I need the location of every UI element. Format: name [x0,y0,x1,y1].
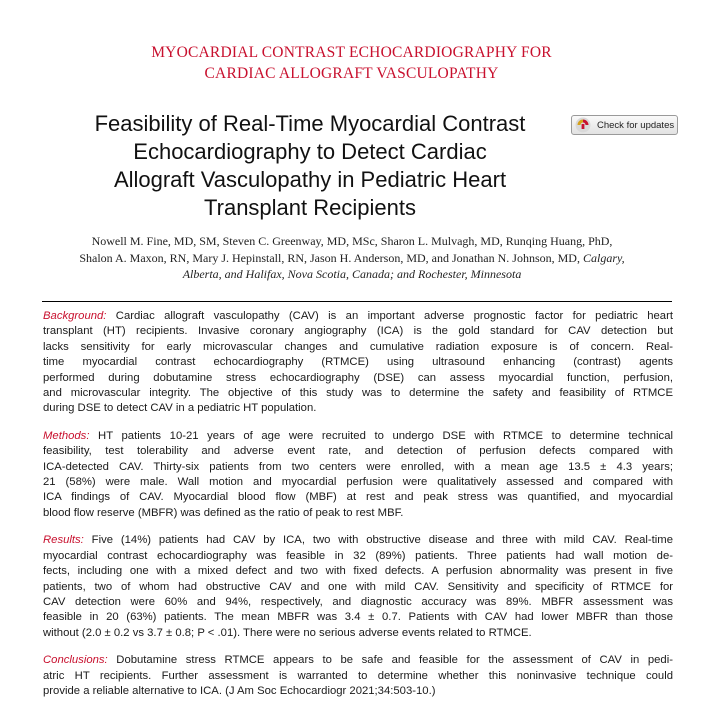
authors-line-2 [45,250,659,267]
abstract-conclusions [43,653,673,699]
abstract-line: fects, including one with a mixed defect and two with fixed defects. A perfusion abnormality was present in five [43,565,673,578]
abstract-line: ICA-detected CAV. Thirty-six patients from two centers were enrolled, with a mean age 13.5 ± 4.3 years; [43,460,673,473]
abstract-line: during DSE to detect CAV in a pediatric HT population. [43,402,317,415]
article-title [50,110,570,222]
abstract-line [43,429,673,444]
abstract-line: and microvascular integrity. The objective of this study was to determine the safety and feasibility of RTMCE [43,387,673,400]
article-title-line-4: Transplant Recipients [204,195,416,220]
background-heading: Background: [43,310,107,322]
abstract-divider [42,301,672,302]
abstract-line: feasibility, test tolerability and adverse event rate, and detection of perfusion defects compared with [43,445,673,458]
abstract-line: transplant (HT) recipients. Invasive coronary angiography (ICA) is the gold standard for CAV detection but [43,325,673,338]
abstract-line: feasible in 20 (63%) patients. The mean MBFR was 3.4 ± 0.7. Patients with CAV had lower MBFR than those [43,611,673,624]
conclusions-text: Dobutamine stress RTMCE appears to be safe and feasible for the assessment of CAV in pedi- [107,654,673,667]
abstract-line: blood flow reserve (MBFR) was defined as the ratio of peak to rest MBF. [43,506,404,519]
article-title-line-3: Allograft Vasculopathy in Pediatric Heart [113,167,507,192]
check-for-updates-button[interactable] [571,115,678,135]
article-title-line-2: Echocardiography to Detect Cardiac [133,139,487,164]
authors-line-2-names: Shalon A. Maxon, RN, Mary J. Hepinstall, RN, Jason H. Anderson, MD, and Jonathan N. Johnson, MD, [79,250,583,265]
abstract-background [43,309,673,417]
abstract-results [43,533,673,641]
background-text: Cardiac allograft vasculopathy (CAV) is an important adverse prognostic factor for pediatric heart [106,310,673,322]
section-title-line-1: MYOCARDIAL CONTRAST ECHOCARDIOGRAPHY FOR [151,44,552,61]
section-title [0,42,703,84]
abstract-line: atric HT recipients. Further assessment is warranted to determine whether this noninvasive technique could [43,669,673,682]
results-text: Five (14%) patients had CAV by ICA, two with obstructive disease and three with mild CAV. Real-time [83,534,673,547]
abstract-line: patients, two of whom had obstructive CAV and one with mild CAV. Sensitivity and specificity of RTMCE for [43,580,673,593]
abstract-line: time myocardial contrast echocardiography (RTMCE) using ultrasound enhancing (contrast) agents [43,356,673,369]
methods-heading: Methods: [43,429,90,442]
abstract-line [43,653,673,668]
abstract-line: ICA findings of CAV. Myocardial blood flow (MBF) at rest and peak stress was quantified, and myocardial [43,491,673,504]
section-title-line-2: CARDIAC ALLOGRAFT VASCULOPATHY [204,65,499,82]
abstract-methods [43,429,673,521]
abstract-line: CAV detection were 60% and 94%, respectively, and diagnostic accuracy was 89%. MBFR assessment was [43,595,673,608]
abstract-line: 21 (58%) were male. Wall motion and myocardial perfusion were qualitatively assessed and compared with [43,476,673,489]
authors-line-1: Nowell M. Fine, MD, SM, Steven C. Greenway, MD, MSc, Sharon L. Mulvagh, MD, Runqing Huang, PhD, [91,234,613,248]
article-title-line-1: Feasibility of Real-Time Myocardial Contrast [94,111,526,136]
abstract-line: without (2.0 ± 0.2 vs 3.7 ± 0.8; P < .01). There were no serious adverse events related to RTMCE. [43,626,532,639]
abstract-line: performed during dobutamine stress echocardiography (DSE) can assess myocardial function, perfusion, [43,371,673,384]
authors-line-3-location: Alberta, and Halifax, Nova Scotia, Canada; and Rochester, Minnesota [182,267,522,281]
results-heading: Results: [43,534,84,547]
abstract-line [43,533,673,548]
author-list [45,233,659,283]
authors-line-2-location: Calgary, [582,250,625,265]
check-for-updates-icon [575,117,591,133]
abstract-line: provide a reliable alternative to ICA. (J Am Soc Echocardiogr 2021;34:503-10.) [43,684,436,697]
abstract-line: myocardial contrast echocardiography was feasible in 32 (89%) patients. Three patients had wall motion de- [43,549,673,562]
check-for-updates-label: Check for updates [597,119,675,131]
abstract [43,309,673,711]
abstract-line [43,309,673,324]
methods-text: HT patients 10-21 years of age were recruited to undergo DSE with RTMCE to determine technical [89,429,673,442]
conclusions-heading: Conclusions: [43,654,108,667]
abstract-line: lacks sensitivity for early microvascular changes and cumulative radiation exposure is of concern. Real- [43,340,673,353]
